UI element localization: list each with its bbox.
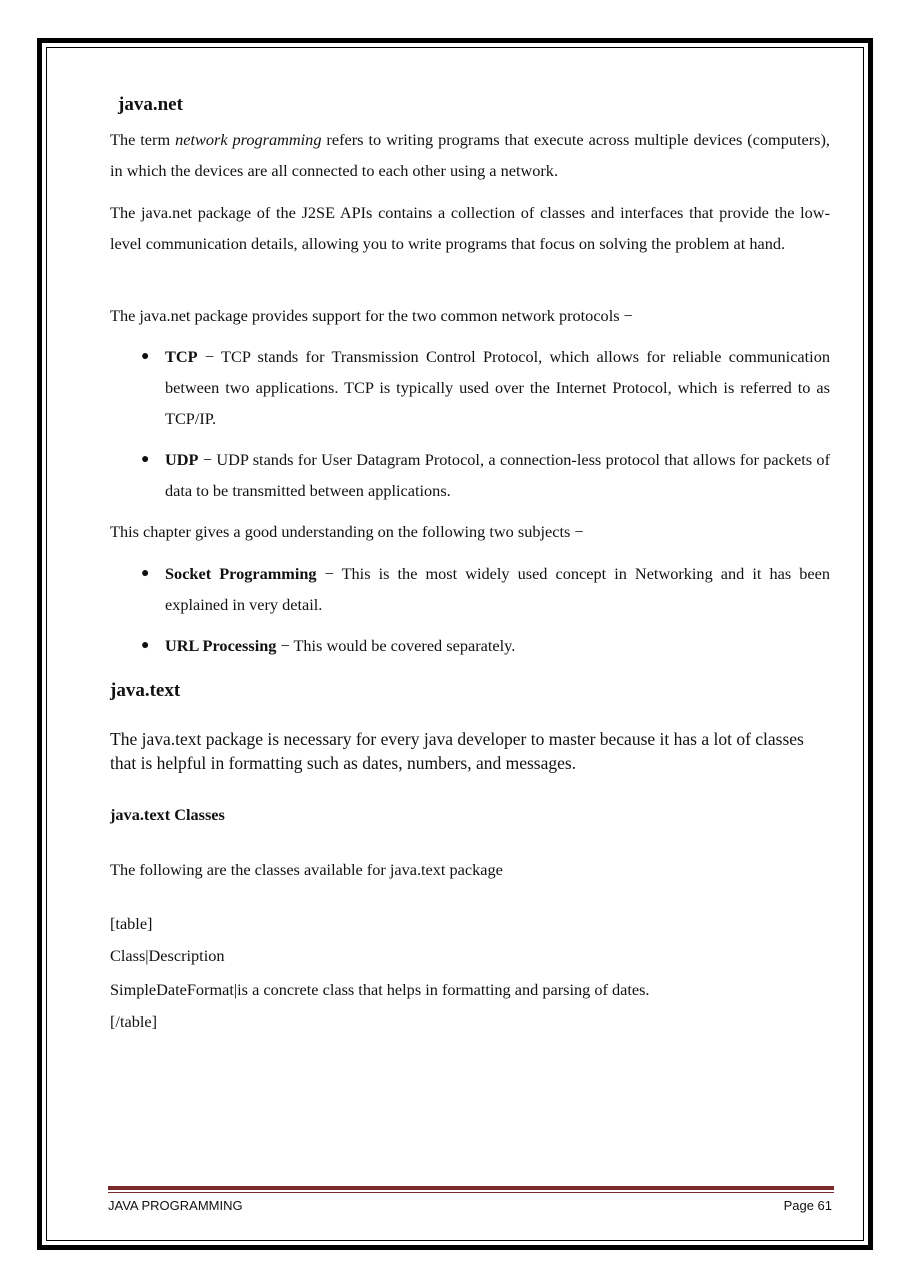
bullet-icon: ●	[141, 566, 150, 581]
footer-rule-thin	[108, 1192, 834, 1193]
para-java-text-package	[110, 727, 830, 775]
para-chapter-subjects	[110, 516, 830, 547]
bullet-icon: ●	[141, 638, 150, 653]
para-network-programming	[110, 124, 830, 186]
para-protocol-support	[110, 300, 830, 331]
list-item-term: URL Processing	[165, 636, 277, 655]
footer-page-number: Page 61	[783, 1198, 832, 1213]
subject-list	[110, 558, 830, 661]
list-item-term: Socket Programming	[165, 564, 317, 583]
list-item-url-processing	[110, 630, 830, 661]
footer-book-title: JAVA PROGRAMMING	[108, 1198, 243, 1213]
para-network-programming-suffix: refers to writing programs that execute across multiple devices (computers), in which the devices are all connected to each other using a network.	[110, 130, 830, 180]
section-heading-java-net: java.net	[118, 94, 183, 115]
para-network-programming-prefix: The term	[110, 130, 176, 149]
list-item-term: TCP	[165, 347, 198, 366]
list-item-udp	[110, 444, 830, 506]
protocol-list	[110, 341, 830, 506]
list-item-text: − This is the most widely used concept in Networking and it has been explained in very detail.	[165, 564, 830, 614]
table-line-row: SimpleDateFormat|is a concrete class that helps in formatting and parsing of dates.	[110, 980, 650, 999]
list-item-term: UDP	[165, 450, 199, 469]
subheading-java-text-classes: java.text Classes	[110, 805, 225, 824]
list-item-socket-programming	[110, 558, 830, 620]
list-item-text: − TCP stands for Transmission Control Protocol, which allows for reliable communication between two applications. TCP is typically used over the Internet Protocol, which is referred to as TCP/IP.	[165, 347, 830, 428]
list-item-tcp	[110, 341, 830, 434]
para-chapter-subjects-text: This chapter gives a good understanding on the following two subjects −	[110, 522, 584, 541]
section-heading-java-text: java.text	[110, 680, 181, 701]
para-protocol-support-text: The java.net package provides support for the two common network protocols −	[110, 306, 633, 325]
para-java-net-package	[110, 197, 830, 259]
list-item-text: − UDP stands for User Datagram Protocol, a connection-less protocol that allows for packets of data to be transmitted between applications.	[165, 450, 830, 500]
bullet-icon: ●	[141, 349, 150, 364]
table-line-open: [table]	[110, 914, 153, 933]
para-classes-available: The following are the classes available for java.text package	[110, 860, 503, 879]
para-java-net-package-text: The java.net package of the J2SE APIs contains a collection of classes and interfaces that provide the low-level communication details, allowing you to write programs that focus on solving the problem at hand.	[110, 203, 830, 253]
para-java-text-package-text: The java.text package is necessary for every java developer to master because it has a lot of classes that is helpful in formatting such as dates, numbers, and messages.	[110, 729, 804, 773]
list-item-text: − This would be covered separately.	[276, 636, 516, 655]
bullet-icon: ●	[141, 452, 150, 467]
footer-rule-thick	[108, 1186, 834, 1190]
para-network-programming-emphasis: network programming	[175, 130, 322, 149]
table-line-header: Class|Description	[110, 946, 225, 965]
table-line-close: [/table]	[110, 1012, 158, 1031]
